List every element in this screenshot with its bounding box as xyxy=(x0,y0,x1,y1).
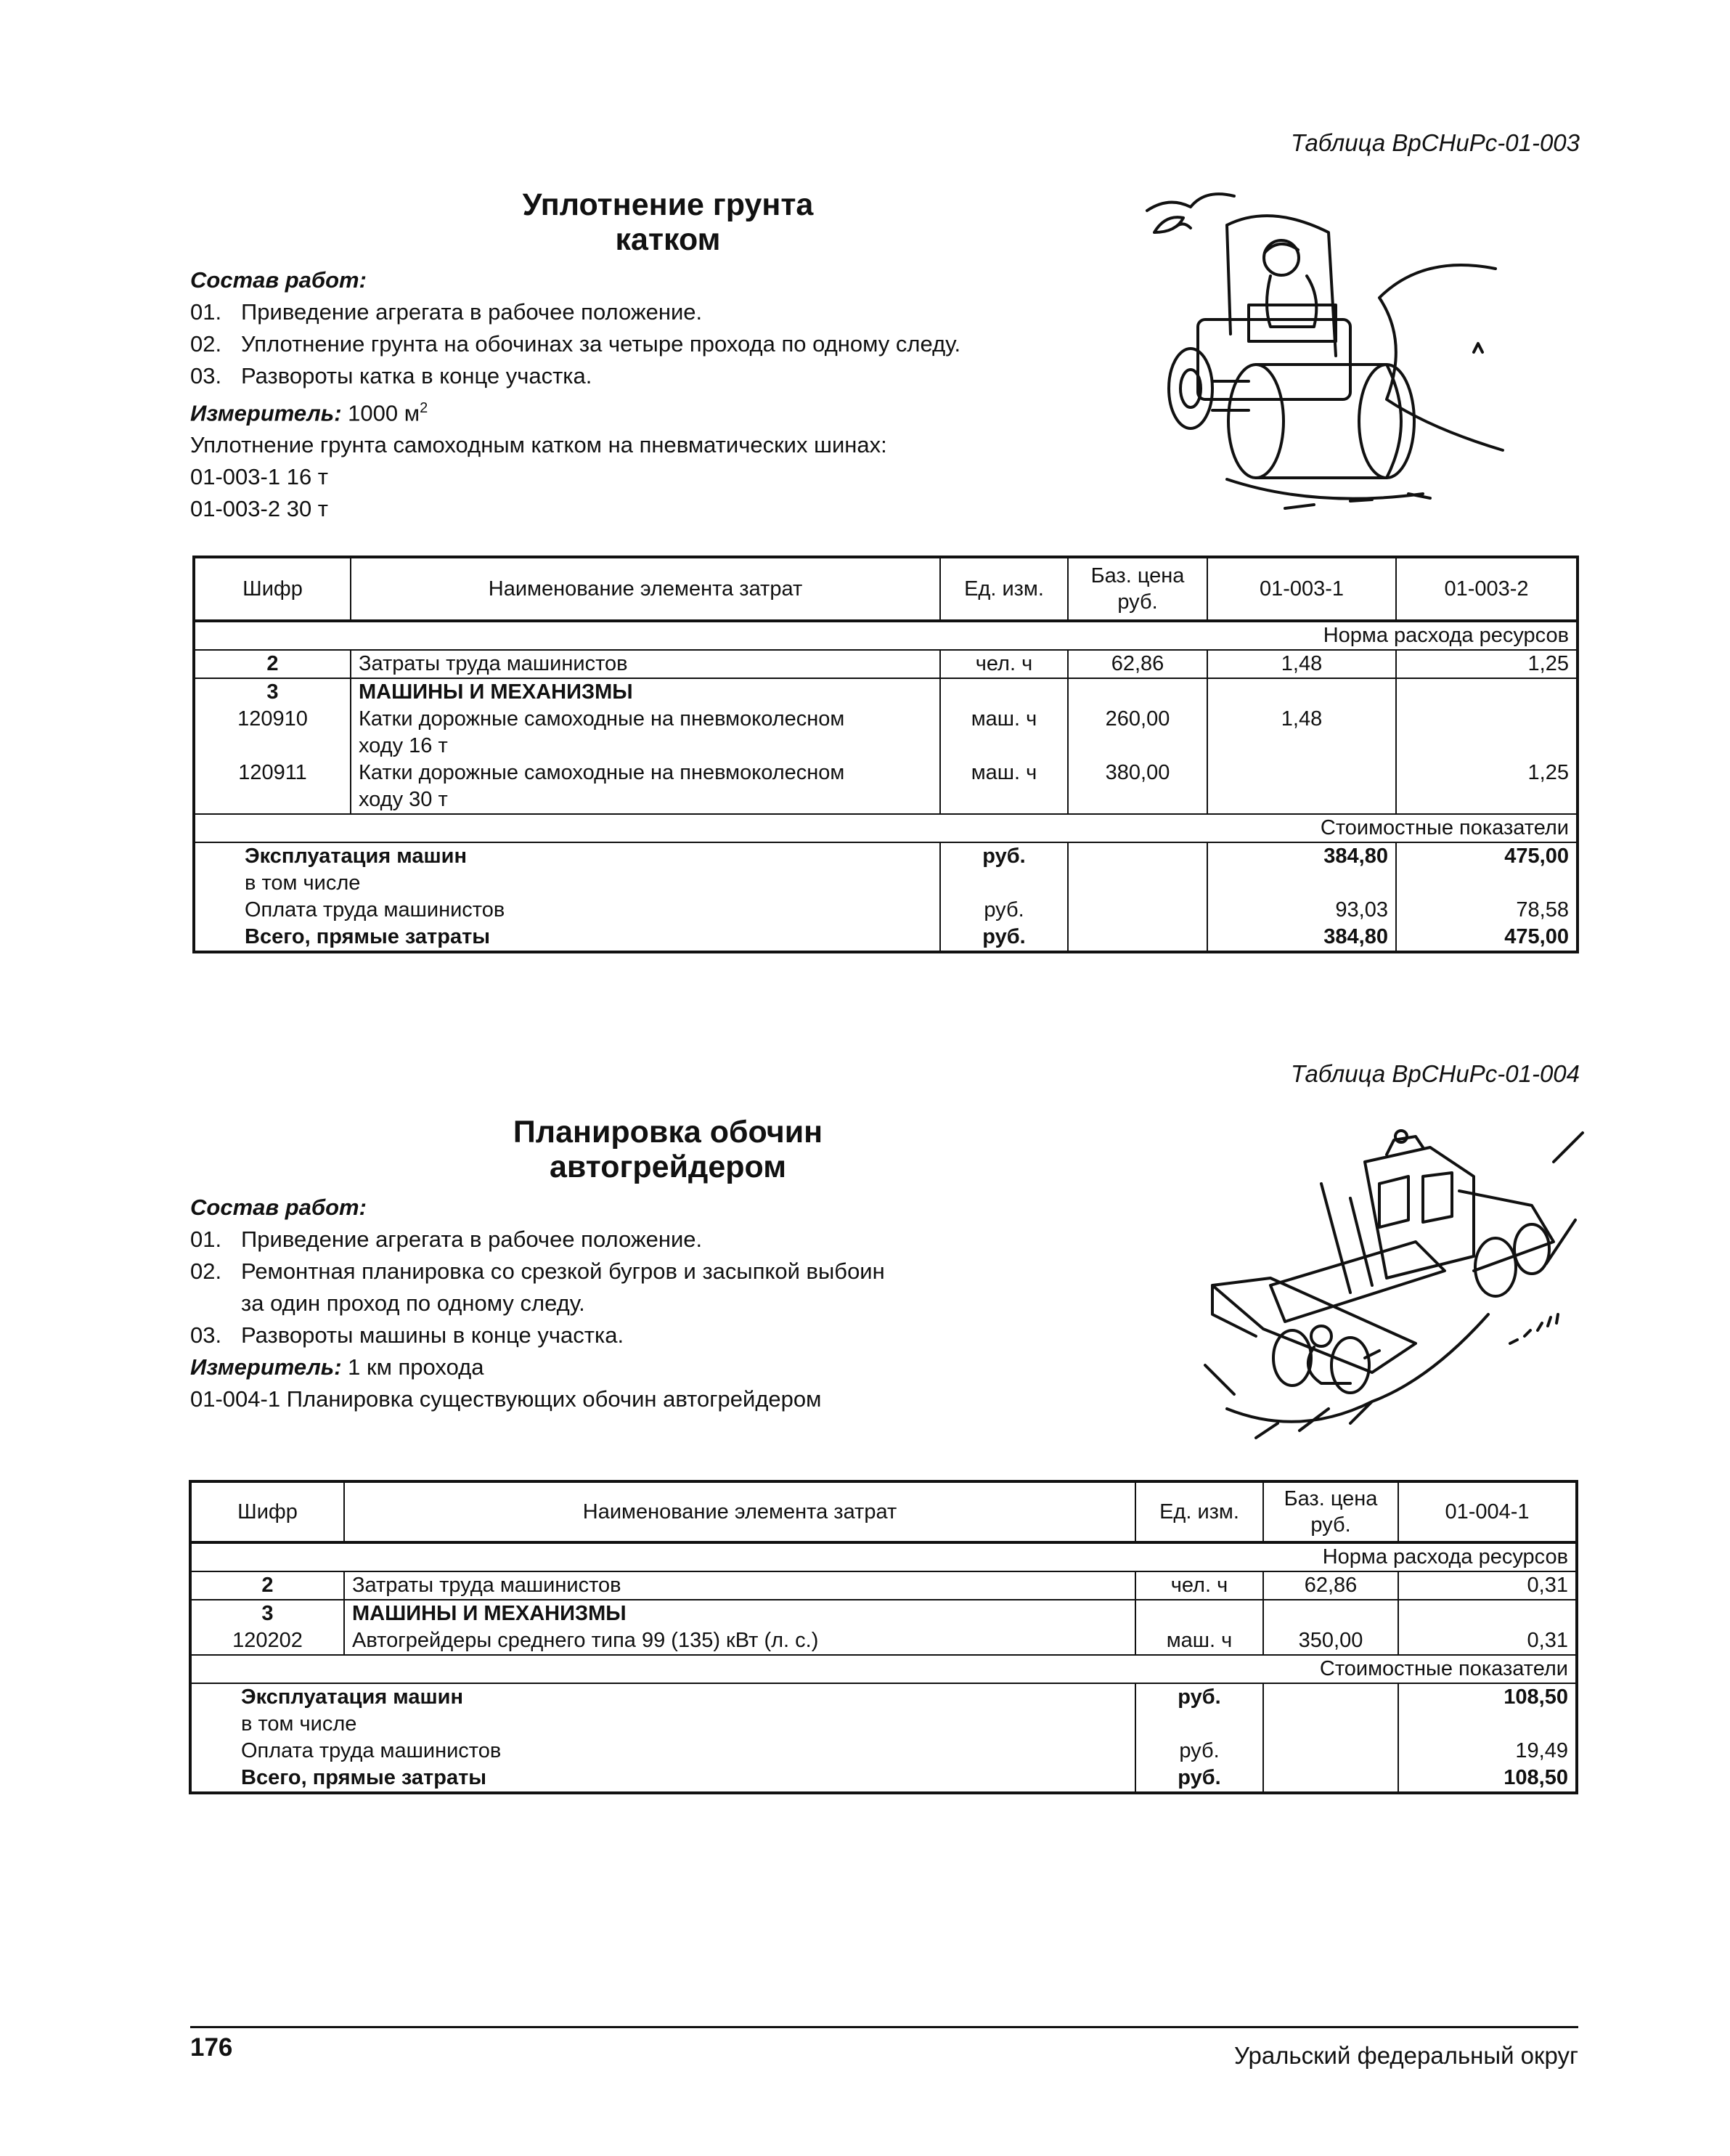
step-item: 01. Приведение агрегата в рабочее положение. xyxy=(190,1227,703,1252)
header-code: Шифр xyxy=(194,557,351,621)
footer-region: Уральский федеральный округ xyxy=(1233,2042,1578,2069)
road-roller-illustration xyxy=(1133,189,1517,523)
step-item: 02. Уплотнение грунта на обочинах за четыре прохода по одному следу. xyxy=(190,331,961,357)
header-name: Наименование элемента затрат xyxy=(351,557,940,621)
motor-grader-illustration xyxy=(1183,1118,1590,1445)
table-label-01-003: Таблица ВрСНиРс-01-003 xyxy=(1291,129,1580,156)
title-line-2: автогрейдером xyxy=(549,1150,787,1184)
norm-label: Норма расхода ресурсов xyxy=(194,621,1578,650)
header-col-01-003-2: 01-003-2 xyxy=(1396,557,1578,621)
header-col-01-003-1: 01-003-1 xyxy=(1207,557,1396,621)
cost-label: Стоимостные показатели xyxy=(194,814,1578,842)
totals-row: Эксплуатация машин руб. 384,80 475,00 xyxy=(194,842,1578,870)
step-item: 01. Приведение агрегата в рабочее положение. xyxy=(190,299,703,325)
meter-line: Измеритель: 1000 $м^2$ xyxy=(190,400,428,426)
composition-label: Состав работ: xyxy=(190,1195,367,1220)
header-price: Баз. цена руб. xyxy=(1263,1481,1398,1542)
table-row: 3 МАШИНЫ И МЕХАНИЗМЫ xyxy=(190,1600,1577,1627)
title-line-1: Уплотнение грунта xyxy=(522,187,814,222)
table-row: 2 Затраты труда машинистов чел. ч 62,86 1,48 1,25 xyxy=(194,650,1578,678)
totals-row: Эксплуатация машин руб. 108,50 xyxy=(190,1683,1577,1711)
section-title-01-004 xyxy=(407,1115,929,1184)
table-row: 2 Затраты труда машинистов чел. ч 62,86 0,31 xyxy=(190,1571,1577,1600)
work-description-01-004 xyxy=(190,1192,1156,1415)
meter-line: Измеритель: 1 км прохода xyxy=(190,1354,484,1380)
cost-label: Стоимостные показатели xyxy=(190,1655,1577,1683)
norm-label: Норма расхода ресурсов xyxy=(190,1542,1577,1571)
title-line-1: Планировка обочин xyxy=(513,1115,823,1150)
step-item: 03. Развороты машины в конце участка. xyxy=(190,1322,624,1348)
cost-table-01-003 xyxy=(192,556,1579,953)
table-row: 3 МАШИНЫ И МЕХАНИЗМЫ xyxy=(194,678,1578,706)
table-label-01-004: Таблица ВрСНиРс-01-004 xyxy=(1291,1060,1580,1087)
header-unit: Ед. изм. xyxy=(940,557,1068,621)
header-code: Шифр xyxy=(190,1481,344,1542)
table-row: 120202 Автогрейдеры среднего типа 99 (135) кВт (л. с.) маш. ч 350,00 0,31 xyxy=(190,1627,1577,1655)
totals-row: Всего, прямые затраты руб. 384,80 475,00 xyxy=(194,924,1578,952)
totals-row: Оплата труда машинистов руб. 93,03 78,58 xyxy=(194,897,1578,924)
composition-label: Состав работ: xyxy=(190,267,367,293)
totals-row: в том числе xyxy=(190,1711,1577,1738)
step-item: за один проход по одному следу. xyxy=(241,1290,585,1316)
header-col-01-004-1: 01-004-1 xyxy=(1398,1481,1577,1542)
table-row: 120910 Катки дорожные самоходные на пневмоколесном ходу 16 т маш. ч 260,00 1,48 xyxy=(194,706,1578,760)
page-number: 176 xyxy=(190,2033,233,2062)
section-title-01-003 xyxy=(407,187,929,257)
description-line: Уплотнение грунта самоходным катком на пневматических шинах: xyxy=(190,432,887,458)
step-item: 02. Ремонтная планировка со срезкой бугров и засыпкой выбоин xyxy=(190,1258,885,1284)
table-row: 120911 Катки дорожные самоходные на пневмоколесном ходу 30 т маш. ч 380,00 1,25 xyxy=(194,760,1578,814)
totals-row: Всего, прямые затраты руб. 108,50 xyxy=(190,1765,1577,1793)
description-line: 01-004-1 Планировка существующих обочин автогрейдером xyxy=(190,1386,822,1412)
variant-line: 01-003-1 16 т xyxy=(190,464,328,490)
totals-row: в том числе xyxy=(194,870,1578,897)
title-line-2: катком xyxy=(615,222,721,257)
totals-row: Оплата труда машинистов руб. 19,49 xyxy=(190,1738,1577,1765)
step-item: 03. Развороты катка в конце участка. xyxy=(190,363,592,389)
header-unit: Ед. изм. xyxy=(1135,1481,1263,1542)
header-name: Наименование элемента затрат xyxy=(344,1481,1135,1542)
footer-rule xyxy=(190,2026,1578,2028)
work-description-01-003 xyxy=(190,264,1156,525)
cost-table-01-004 xyxy=(189,1480,1578,1794)
header-price: Баз. цена руб. xyxy=(1068,557,1207,621)
variant-line: 01-003-2 30 т xyxy=(190,496,328,522)
